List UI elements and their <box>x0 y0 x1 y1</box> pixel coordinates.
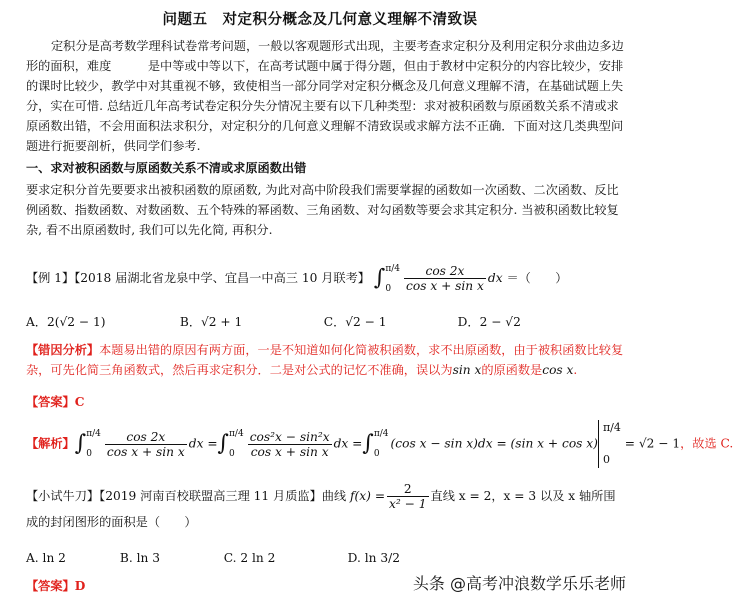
option-c: C. 2 ln 2 <box>223 551 276 565</box>
integral-limits: π/4 0 <box>86 429 101 459</box>
example-1-label: 【例 1】【2018 届湖北省龙泉中学、宜昌一中高三 10 月联考】 <box>26 271 370 285</box>
answer-1-value: C <box>74 395 85 409</box>
sinx: sin x <box>452 363 482 377</box>
error-analysis-text-1: 本题易出错的原因有两方面，一是不知道如何化简被积函数，求不出原函数，由于被积函数比较复杂，可先化简三角函数式，然后再求定积分．二是对公式的记忆不准确，误以为 <box>26 343 624 377</box>
option-a: A. ln 2 <box>26 551 66 565</box>
solution <box>26 420 733 468</box>
lower-limit: 0 <box>385 283 392 294</box>
integral-sign: ∫ <box>373 265 386 291</box>
numerator: cos 2x <box>404 264 486 279</box>
bar-bottom: 0 <box>602 453 610 466</box>
denominator: cos x + sin x <box>406 279 484 293</box>
cosx: cos x <box>542 363 574 377</box>
answer-1 <box>26 392 626 412</box>
dx: dx = <box>188 436 218 451</box>
answer-2-value: D <box>74 579 86 593</box>
error-analysis-text-2: 的原函数是 <box>481 363 543 377</box>
option-b: B．√2 + 1 <box>179 315 243 329</box>
evaluation-bar <box>598 420 621 468</box>
function-def: f(x) = <box>350 489 386 503</box>
error-analysis <box>26 340 626 380</box>
fraction-2 <box>248 430 332 459</box>
answer-1-label: 【答案】 <box>26 395 75 409</box>
function-fraction <box>387 482 428 511</box>
example-2-label: 【小试牛刀】【2019 河南百校联盟高三理 11 月质监】 <box>26 489 322 503</box>
fraction-2-num: cos²x − sin²x <box>249 429 330 444</box>
example-1-tail: ＝（ ） <box>506 271 568 285</box>
error-analysis-label: 【错因分析】 <box>26 343 100 357</box>
result: = √2 − 1 <box>624 436 681 451</box>
page-title: 问题五 对定积分概念及几何意义理解不清致误 <box>162 12 478 28</box>
section-heading: 一、求对被积函数与原函数关系不清或求原函数出错 <box>26 161 307 175</box>
example-2-text-1: 曲线 <box>321 489 347 503</box>
example-1-options <box>26 312 626 332</box>
option-b: B. ln 3 <box>119 551 160 565</box>
bar-top: π/4 <box>602 421 621 434</box>
error-analysis-end: . <box>573 363 578 377</box>
fraction-1-den: cos x + sin x <box>106 444 185 459</box>
choice: ，故选 C. <box>680 436 733 451</box>
example-2 <box>26 482 626 533</box>
example-1 <box>26 262 626 294</box>
upper-limit: π/4 <box>385 263 401 274</box>
integral-sign: ∫ <box>74 431 87 456</box>
watermark: 头条 @高考冲浪数学乐乐老师 <box>412 574 626 593</box>
fraction-1-num: cos 2x <box>105 430 187 445</box>
solution-label: 【解析】 <box>26 436 75 451</box>
dx: dx = <box>333 436 363 451</box>
integral-sign: ∫ <box>217 431 230 456</box>
example-2-options <box>26 548 626 568</box>
integrand-3: (cos x − sin x)dx <box>390 436 493 451</box>
fraction-1 <box>105 430 187 459</box>
integrand-fraction <box>404 264 486 293</box>
option-c: C．√2 − 1 <box>323 315 387 329</box>
function-num: 2 <box>387 482 428 497</box>
section-body: 要求定积分首先要要求出被积函数的原函数, 为此对高中阶段我们需要掌握的函数如一次函数、二次函数、反比例函数、指数函数、对数函数、五个特殊的幂函数、三角函数、对勾函数等要会求其定积分. 当被积函数比较复杂, 看不出原函数时, 我们可以先化简, 再积分. <box>26 183 619 237</box>
antiderivative: = (sin x + cos x) <box>496 436 598 451</box>
integral-limits <box>385 264 400 294</box>
fraction-2-den: cos x + sin x <box>250 444 329 459</box>
answer-2-label: 【答案】 <box>26 579 75 593</box>
option-d: D. ln 3/2 <box>347 551 400 565</box>
integral-limits: π/4 0 <box>373 429 389 459</box>
dx: dx <box>487 271 503 285</box>
intro-paragraph: 定积分是高考数学理科试卷常考问题，一般以客观题形式出现，主要考查求定积分及利用定积分求曲边多边形的面积，难度 是中等或中等以下，在高考试题中属于得分题，但由于教材中定积分的内容比较少，安排的课时比较少，教学中对其重视不够，致使相当一部分同学对定积分概念及几何意义理解不清，在基础试题上失分，实在可惜. 总结近几年高考试卷定积分失分情况主要有以下几种类型：求对被积函数与原函数关系不清或求原函数出错，不会用面积法求积分，对定积分的几何意义理解不清致误或求解方法不正确．下面对这几类典型问题进行扼要剖析，供同学们参考. <box>26 39 624 153</box>
option-d: D．2 − √2 <box>457 315 521 329</box>
example-2-text-2: 直线 x = 2，x = 3 以及 x 轴所围成的封闭图形的面积是（ ） <box>26 489 616 529</box>
option-a: A．2(√2 − 1) <box>26 315 106 329</box>
integral-limits: π/4 0 <box>229 429 244 459</box>
integral-sign: ∫ <box>362 431 374 456</box>
function-den: x² − 1 <box>389 497 427 511</box>
